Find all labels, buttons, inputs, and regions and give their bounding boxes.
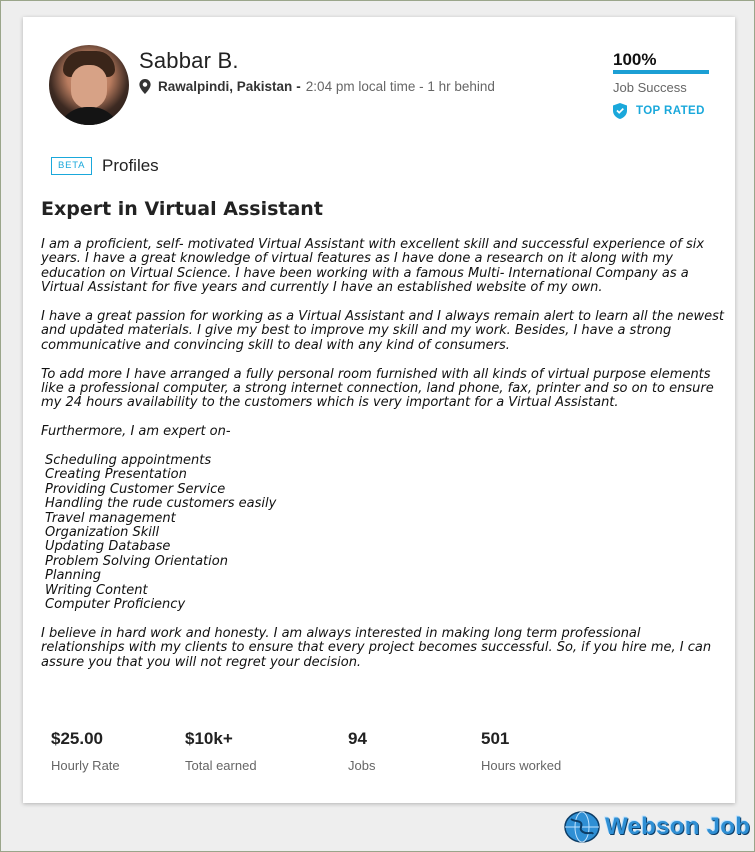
location-pin-icon bbox=[139, 79, 151, 94]
skill-item: Problem Solving Orientation bbox=[45, 553, 228, 569]
webson-job-watermark bbox=[563, 807, 750, 847]
globe-icon bbox=[563, 810, 601, 844]
job-success-value: 100% bbox=[613, 50, 657, 69]
job-success-label: Job Success bbox=[613, 80, 687, 95]
description-paragraph: I have a great passion for working as a Virtual Assistant and I always remain alert to learn all the newest and updated materials. I give my best to improve my skill and my work. Besides, I have a strong communicative and convincing skill to deal with any kind of consumers. bbox=[41, 309, 724, 353]
description-paragraph: To add more I have arranged a fully personal room furnished with all kinds of virtual purpose elements like a professional computer, a strong internet connection, land phone, fax, printer and so on to ensure my 24 hours availability to the customers which is very important for a Virtual Assistant. bbox=[41, 366, 714, 411]
stat-total-earned bbox=[185, 729, 257, 773]
skill-item: Providing Customer Service bbox=[45, 481, 226, 497]
skill-item: Updating Database bbox=[45, 539, 171, 555]
skill-item: Computer Proficiency bbox=[45, 597, 186, 613]
freelancer-name: Sabbar B. bbox=[139, 48, 239, 73]
skill-item: Handling the rude customers easily bbox=[45, 496, 277, 512]
stat-value: $10k+ bbox=[185, 729, 233, 748]
beta-badge: BETA bbox=[51, 157, 92, 175]
avatar-face bbox=[71, 65, 107, 109]
location-separator: - bbox=[296, 79, 301, 94]
stat-hours-worked bbox=[481, 729, 561, 773]
skill-item: Organization Skill bbox=[45, 525, 160, 541]
stat-label: Hours worked bbox=[481, 758, 562, 773]
local-time: 2:04 pm local time - 1 hr behind bbox=[305, 79, 495, 94]
stat-value: $25.00 bbox=[51, 729, 103, 748]
avatar-shirt bbox=[57, 107, 121, 125]
profile-card bbox=[23, 17, 735, 803]
stat-hourly-rate bbox=[51, 729, 120, 773]
skill-item: Travel management bbox=[45, 510, 176, 526]
description-paragraph: I am a proficient, self- motivated Virtual Assistant with excellent skill and successful experience of six years. I have a great knowledge of virtual features as I have done a research on it along with my education on Virtual Science. I have been working with a famous Multi- International Company as a Virtual Assistant for five years and currently I have an established website of my own. bbox=[41, 237, 705, 296]
watermark-text: Webson Job bbox=[605, 813, 751, 840]
stat-label: Hourly Rate bbox=[51, 758, 120, 773]
shield-icon bbox=[613, 103, 627, 119]
skills-list bbox=[41, 454, 725, 612]
location-city: Rawalpindi, Pakistan bbox=[158, 79, 293, 94]
top-rated-label: TOP RATED bbox=[636, 105, 705, 117]
profile-description bbox=[41, 238, 725, 685]
profile-headline: Expert in Virtual Assistant bbox=[41, 198, 323, 220]
skill-item: Scheduling appointments bbox=[45, 453, 212, 469]
description-paragraph: I believe in hard work and honesty. I am always interested in making long term professional relationships with my clients to ensure that every project becomes successful. So, if you hire me, I can assure you that you will not regret your decision. bbox=[41, 625, 712, 670]
profiles-heading[interactable]: Profiles bbox=[102, 156, 159, 175]
skill-item: Writing Content bbox=[45, 582, 148, 598]
job-success-bar-fill bbox=[613, 70, 709, 74]
location-row bbox=[139, 79, 495, 94]
stat-value: 501 bbox=[481, 729, 510, 748]
avatar[interactable] bbox=[49, 45, 129, 125]
skill-item: Creating Presentation bbox=[45, 467, 187, 483]
stat-jobs bbox=[348, 729, 375, 773]
skill-item: Planning bbox=[45, 568, 101, 584]
top-rated-badge[interactable] bbox=[613, 103, 705, 119]
description-paragraph: Furthermore, I am expert on- bbox=[41, 424, 231, 440]
stat-value: 94 bbox=[348, 729, 367, 748]
stat-label: Jobs bbox=[348, 758, 376, 773]
job-success-bar bbox=[613, 70, 709, 74]
stat-label: Total earned bbox=[185, 758, 257, 773]
